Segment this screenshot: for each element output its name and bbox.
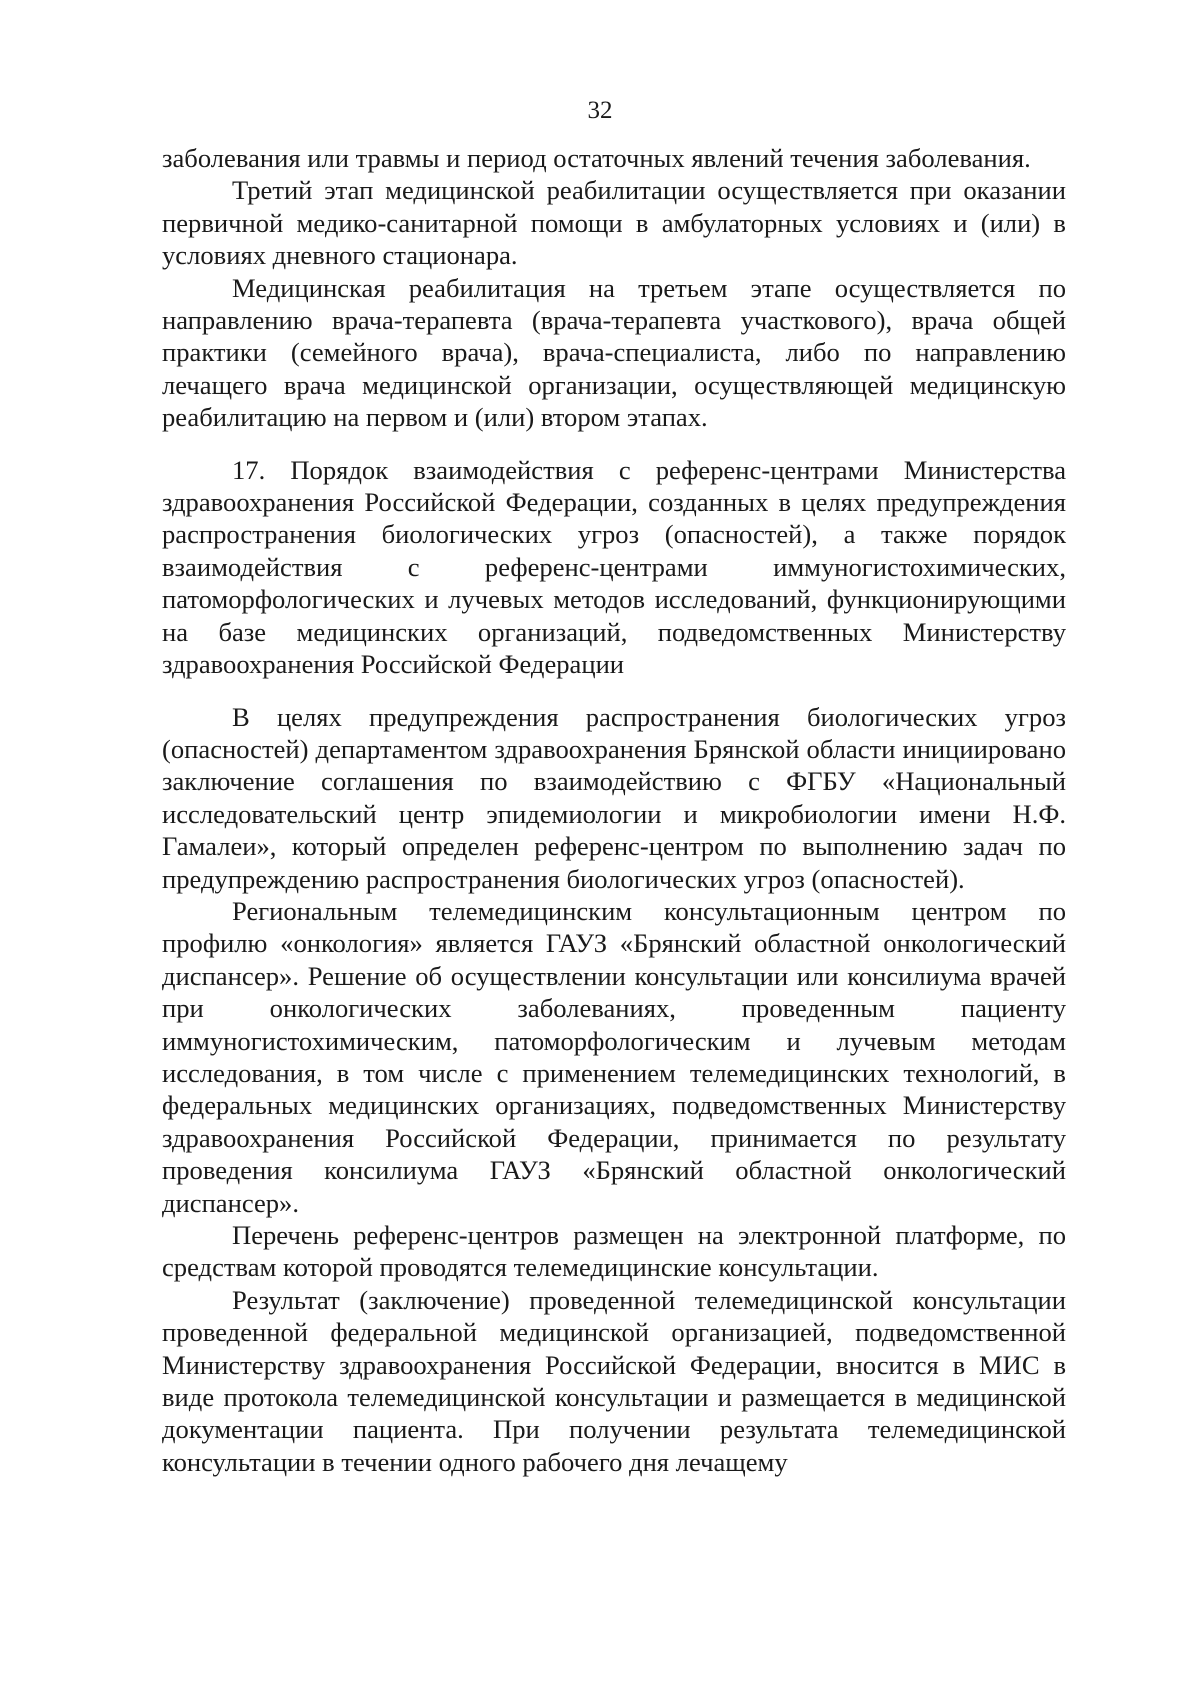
paragraph-third-stage: Третий этап медицинской реабилитации осуществляется при оказании первичной медико-санитарной помощи в амбулаторных условиях и (или) в условиях дневного стационара. <box>162 175 1066 271</box>
paragraph-oncology-center: Региональным телемедицинским консультационным центром по профилю «онкология» является ГАУЗ «Брянский областной онкологический диспансер». Решение об осуществлении консультации или консилиума врачей при онкологических заболеваниях, проведенным пациенту иммуногистохимическим, патоморфологическим и лучевым методам исследования, в том числе с применением телемедицинских технологий, в федеральных медицинских организациях, подведомственных Министерству здравоохранения Российской Федерации, принимается по результату проведения консилиума ГАУЗ «Брянский областной онкологический диспансер». <box>162 895 1066 1218</box>
paragraph-third-stage-referral: Медицинская реабилитация на третьем этапе осуществляется по направлению врача-терапевта (врача-терапевта участкового), врача общей практики (семейного врача), врача-специалиста, либо по направлению лечащего врача медицинской организации, осуществляющей медицинскую реабилитацию на первом и (или) втором этапах. <box>162 272 1066 433</box>
paragraph-continuation: заболевания или травмы и период остаточных явлений течения заболевания. <box>162 143 1031 173</box>
page-number: 32 <box>587 97 613 124</box>
paragraph-biological-threats: В целях предупреждения распространения биологических угроз (опасностей) департаментом здравоохранения Брянской области инициировано заключение соглашения по взаимодействию с ФГБУ «Национальный исследовательский центр эпидемиологии и микробиологии имени Н.Ф. Гамалеи», который определен референс-центром по выполнению задач по предупреждению распространения биологических угроз (опасностей). <box>162 701 1066 894</box>
paragraph-consultation-result: Результат (заключение) проведенной телемедицинской консультации проведенной федеральной медицинской организацией, подведомственной Министерству здравоохранения Российской Федерации, вносится в МИС в виде протокола телемедицинской консультации и размещается в медицинской документации пациента. При получении результата телемедицинской консультации в течении одного рабочего дня лечащему <box>162 1284 1066 1477</box>
paragraph-reference-centers-list: Перечень референс-центров размещен на электронной платформе, по средствам которой проводятся телемедицинские консультации. <box>162 1220 1066 1283</box>
section-17-heading: 17. Порядок взаимодействия с референс-центрами Министерства здравоохранения Российской Федерации, созданных в целях предупреждения распространения биологических угроз (опасностей), а также порядок взаимодействия с референс-центрами иммуногистохимических, патоморфологических и лучевых методов исследований, функционирующими на базе медицинских организаций, подведомственных Министерству здравоохранения Российской Федерации <box>162 454 1066 680</box>
document-body <box>162 142 1066 1478</box>
